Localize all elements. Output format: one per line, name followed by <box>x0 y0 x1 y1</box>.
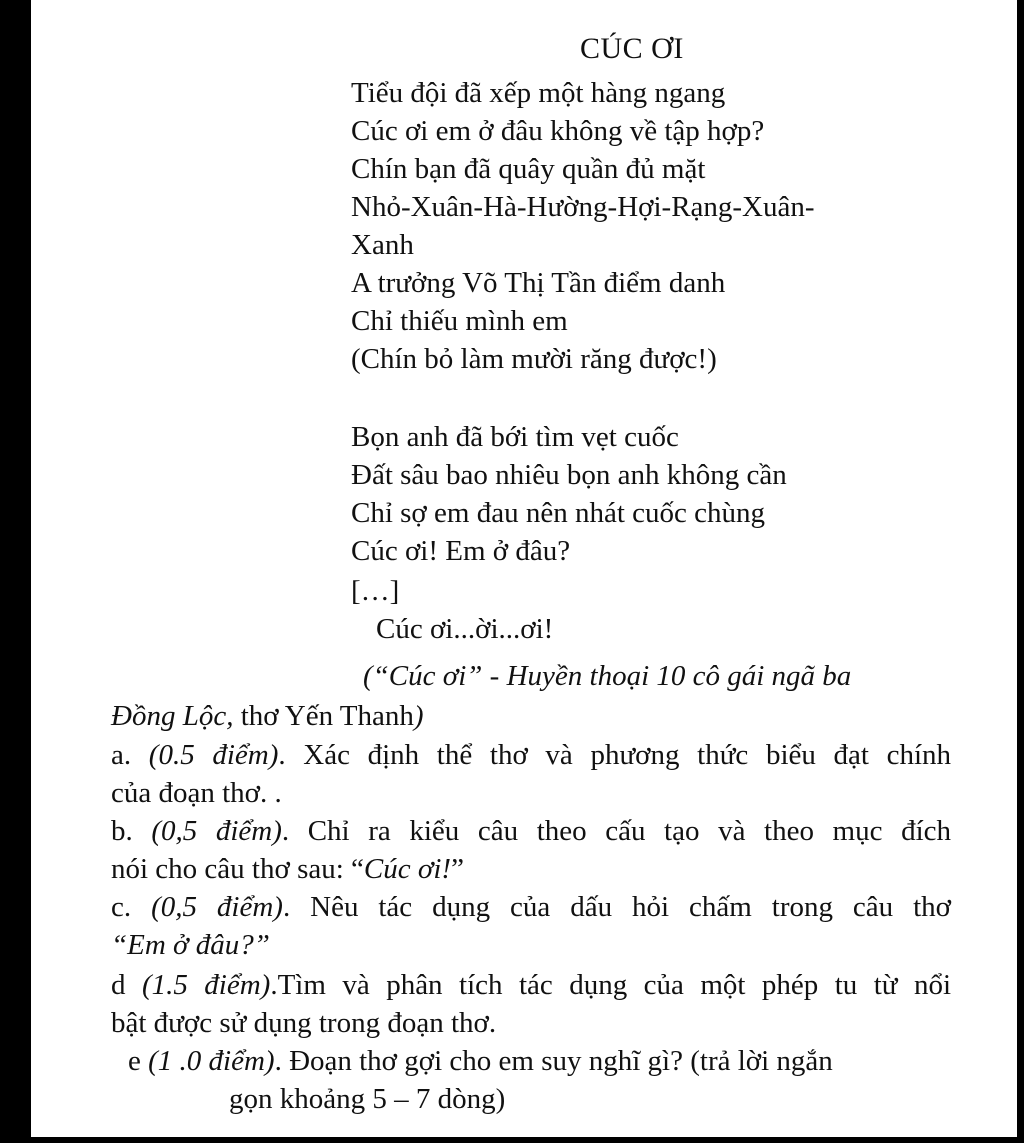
poem-line: […] <box>351 575 400 607</box>
poem-line: Tiểu đội đã xếp một hàng ngang <box>351 77 726 109</box>
poem-line: Cúc ơi em ở đâu không về tập hợp? <box>351 115 765 147</box>
question-a-continued: của đoạn thơ. . <box>111 777 282 809</box>
poem-closing-line: Cúc ơi...ời...ơi! <box>376 613 554 645</box>
poem-line: Bọn anh đã bới tìm vẹt cuốc <box>351 421 679 453</box>
question-b: b. (0,5 điểm). Chỉ ra kiểu câu theo cấu tạo và theo mục đích <box>111 815 952 847</box>
poem-title: CÚC ƠI <box>580 32 684 65</box>
poem-line: Chỉ thiếu mình em <box>351 305 568 337</box>
question-e: e (1 .0 điểm). Đoạn thơ gợi cho em suy nghĩ gì? (trả lời ngắn <box>128 1045 833 1077</box>
poem-line: (Chín bỏ làm mười răng được!) <box>351 343 717 375</box>
source-author: thơ Yến Thanh <box>233 700 414 732</box>
question-d: d (1.5 điểm).Tìm và phân tích tác dụng của một phép tu từ nổi <box>111 969 952 1001</box>
question-b-quote: Cúc ơi! <box>363 853 452 885</box>
question-e-continued: gọn khoảng 5 – 7 dòng) <box>229 1083 506 1115</box>
poem-line: Đất sâu bao nhiêu bọn anh không cần <box>351 459 787 491</box>
source-close-paren: ) <box>413 700 424 732</box>
question-b-continued: nói cho câu thơ sau: “Cúc ơi!” <box>111 853 464 885</box>
question-c: c. (0,5 điểm). Nêu tác dụng của dấu hỏi chấm trong câu thơ <box>111 891 951 923</box>
question-e-points: (1 .0 điểm) <box>148 1045 275 1077</box>
question-c-points: (0,5 điểm) <box>151 891 283 923</box>
source-place: Đồng Lộc, <box>111 700 234 732</box>
question-b-points: (0,5 điểm) <box>151 815 282 847</box>
question-a: a. (0.5 điểm). Xác định thể thơ và phương thức biểu đạt chính <box>111 739 952 771</box>
source-citation-line1: (“Cúc ơi” - Huyền thoại 10 cô gái ngã ba <box>363 660 852 692</box>
poem-line: Xanh <box>351 229 414 261</box>
poem-line: Cúc ơi! Em ở đâu? <box>351 535 571 567</box>
poem-line: Chín bạn đã quây quần đủ mặt <box>351 153 706 185</box>
document-page <box>31 0 1017 1137</box>
question-c-quote: “Em ở đâu?” <box>111 929 270 961</box>
poem-line: Chỉ sợ em đau nên nhát cuốc chùng <box>351 497 765 529</box>
source-citation-line2 <box>111 697 424 735</box>
question-d-continued: bật được sử dụng trong đoạn thơ. <box>111 1007 497 1039</box>
poem-line: A trưởng Võ Thị Tần điểm danh <box>351 267 726 299</box>
poem-line: Nhỏ-Xuân-Hà-Hường-Hợi-Rạng-Xuân- <box>351 191 815 223</box>
question-d-points: (1.5 điểm) <box>141 969 271 1001</box>
question-a-points: (0.5 điểm) <box>148 739 279 771</box>
